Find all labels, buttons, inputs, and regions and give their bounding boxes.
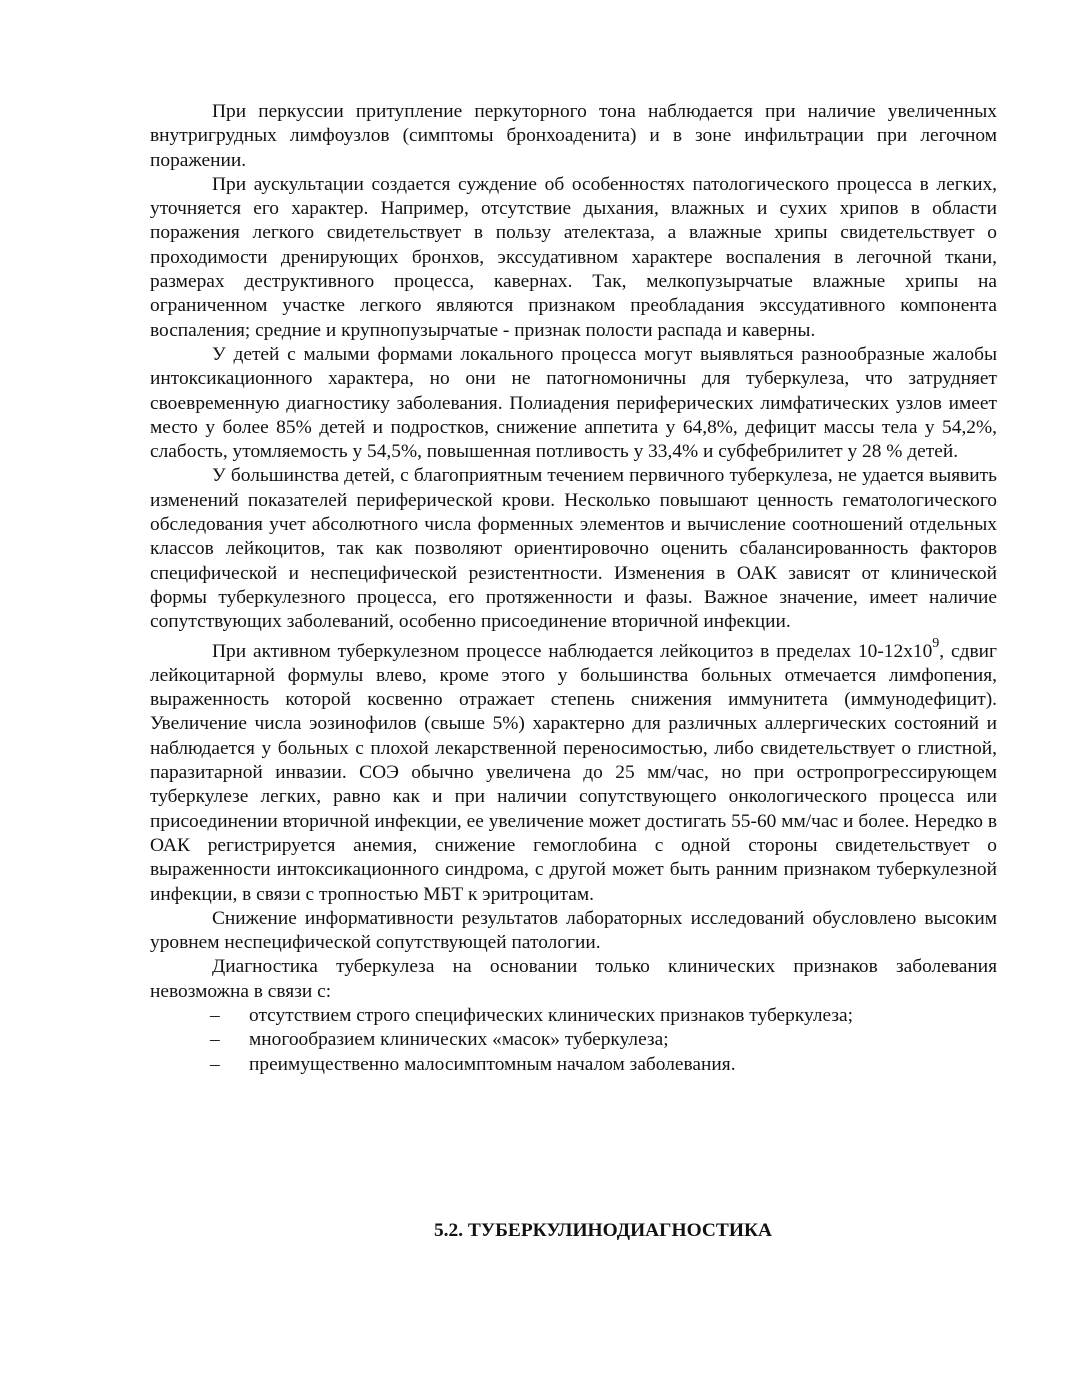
reasons-list [150, 1004, 997, 1077]
list-item [150, 1053, 997, 1077]
leukocytosis-rest-text: , сдвиг лейкоцитарной формулы влево, кроме этого у большинства больных отмечается лимфопения, выраженность которой косвенно отражает степень снижения иммунитета (иммунодефицит). Увеличение числа эозинофилов (свыше 5%) характерно для различных аллергических состояний и наблюдается у больных с плохой лекарственной переносимостью, либо свидетельствует о глистной, паразитарной инвазии. СОЭ обычно увеличена до 25 мм/час, но при остропрогрессирующем туберкулезе легких, равно как и при наличии сопутствующего онкологического процесса или присоединении вторичной инфекции, ее увеличение может достигать 55-60 мм/час и более. Нередко в ОАК регистрируется анемия, снижение гемоглобина с одной стороны свидетельствует о выраженности интоксикационного синдрома, с другой может быть ранним признаком туберкулезной инфекции, в связи с тропностью МБТ к эритроцитам. [150, 640, 997, 905]
paragraph-lab-informativeness: Снижение информативности результатов лабораторных исследований обусловлено высоким уровнем неспецифической сопутствующей патологии. [150, 907, 997, 954]
paragraph-diagnostics-intro: Диагностика туберкулеза на основании только клинических признаков заболевания невозможна в связи с: [150, 956, 997, 1002]
document-body [150, 100, 997, 1077]
dash-marker: – [210, 1053, 220, 1075]
paragraph-leukocytosis [150, 636, 997, 907]
paragraph-blood-indicators: У большинства детей, с благоприятным течением первичного туберкулеза, не удается выявить изменений показателей периферической крови. Несколько повышают ценность гематологического обследования учет абсолютного числа форменных элементов и вычисление соотношений отдельных классов лейкоцитов, так как позволяют ориентировочно оценить сбалансированность факторов специфической и неспецифической резистентности. Изменения в ОАК зависят от клинической формы туберкулезного процесса, его протяженности и фазы. Важное значение, имеет наличие сопутствующих заболеваний, особенно присоединение вторичной инфекции. [150, 465, 997, 633]
paragraph-auscultation: При аускультации создается суждение об особенностях патологического процесса в легких, уточняется его характер. Например, отсутствие дыхания, влажных и сухих хрипов в области поражения легкого свидетельствует в пользу ателектаза, а влажные хрипы свидетельствует о проходимости дренирующих бронхов, экссудативном характере воспаления в легочной ткани, размерах деструктивного процесса, кавернах. Так, мелкопузырчатые влажные хрипы на ограниченном участке легкого являются признаком преобладания экссудативного компонента воспаления; средние и крупнопузырчатые - признак полости распада и каверны. [150, 173, 997, 341]
dash-marker: – [210, 1004, 220, 1026]
section-heading: 5.2. ТУБЕРКУЛИНОДИАГНОСТИКА [433, 1220, 773, 1241]
list-item [150, 1004, 997, 1028]
list-item-text: отсутствием строго специфических клинических признаков туберкулеза; [249, 1004, 854, 1026]
paragraph-children-complaints: У детей с малыми формами локального процесса могут выявляться разнообразные жалобы интоксикационного характера, но они не патогномоничны для туберкулеза, что затрудняет своевременную диагностику заболевания. Полиадения периферических лимфатических узлов имеет место у более 85% детей и подростков, снижение аппетита у 64,8%, дефицит массы тела у 54,2%, слабость, утомляемость у 54,5%, повышенная потливость у 33,4% и субфебрилитет у 28 % детей. [150, 343, 997, 463]
exponent-superscript: 9 [932, 636, 940, 652]
list-item [150, 1028, 997, 1052]
paragraph-percussion: При перкуссии притупление перкуторного тона наблюдается при наличие увеличенных внутригрудных лимфоузлов (симптомы бронхоаденита) и в зоне инфильтрации при легочном поражении. [150, 101, 997, 171]
leukocytosis-lead-text: При активном туберкулезном процессе наблюдается лейкоцитоз в пределах 10-12х10 [212, 640, 933, 662]
dash-marker: – [210, 1029, 220, 1051]
list-item-text: преимущественно малосимптомным началом заболевания. [249, 1053, 736, 1075]
list-item-text: многообразием клинических «масок» туберкулеза; [249, 1029, 669, 1051]
